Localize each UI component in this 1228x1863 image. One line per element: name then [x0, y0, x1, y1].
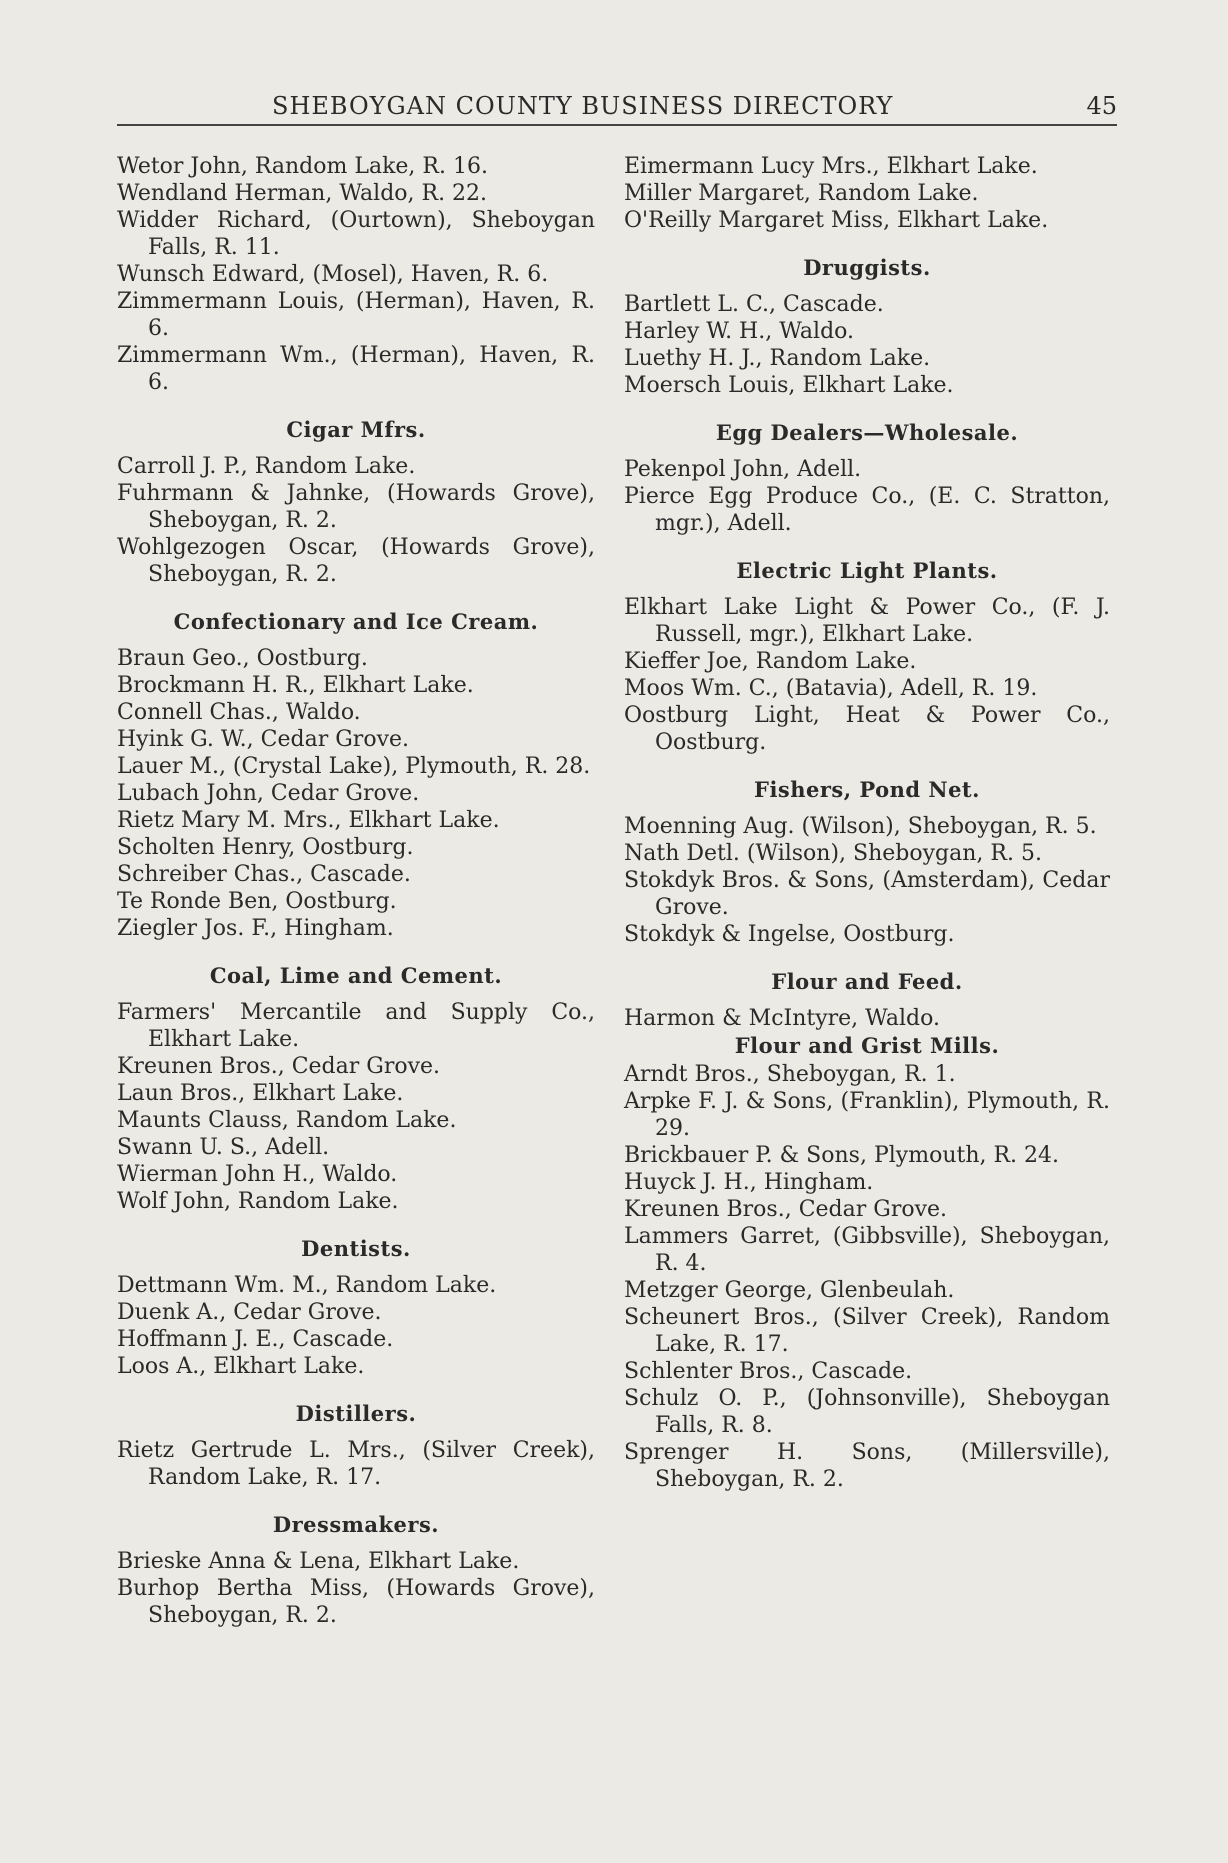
section-heading-electric-light-plants: Electric Light Plants.: [736, 558, 998, 583]
directory-entry: Nath Detl. (Wilson), Sheboygan, R. 5.: [624, 841, 1042, 866]
directory-entry: Dettmann Wm. M., Random Lake.: [117, 1273, 497, 1298]
section-heading-dressmakers: Dressmakers.: [272, 1512, 440, 1537]
directory-entry: Connell Chas., Waldo.: [117, 700, 361, 725]
directory-entry: Lammers Garret, (Gibbsville), Sheboygan, R. 4.: [624, 1224, 1110, 1276]
directory-entry: Eimermann Lucy Mrs., Elkhart Lake.: [624, 154, 1038, 179]
directory-entry: Wendland Herman, Waldo, R. 22.: [117, 181, 488, 206]
directory-entry: Moos Wm. C., (Batavia), Adell, R. 19.: [624, 676, 1038, 701]
directory-entry: Oostburg Light, Heat & Power Co., Oostburg.: [624, 703, 1110, 755]
directory-entry: Braun Geo., Oostburg.: [117, 646, 368, 671]
directory-entry: Pierce Egg Produce Co., (E. C. Stratton, mgr.), Adell.: [624, 484, 1110, 536]
section-heading-fishers-pond-net: Fishers, Pond Net.: [754, 777, 980, 802]
directory-entry: Fuhrmann & Jahnke, (Howards Grove), Sheboygan, R. 2.: [117, 481, 595, 533]
directory-entry: Luethy H. J., Random Lake.: [624, 346, 931, 371]
directory-entry: Schlenter Bros., Cascade.: [624, 1359, 913, 1384]
directory-entry: Carroll J. P., Random Lake.: [117, 454, 416, 479]
page-number: 45: [1086, 92, 1117, 120]
directory-entry: Zimmermann Wm., (Herman), Haven, R. 6.: [117, 343, 595, 395]
directory-entry: Ziegler Jos. F., Hingham.: [117, 916, 394, 941]
section-heading-distillers: Distillers.: [295, 1401, 417, 1426]
directory-entry: Wierman John H., Waldo.: [117, 1162, 398, 1187]
directory-entry: Elkhart Lake Light & Power Co., (F. J. Russell, mgr.), Elkhart Lake.: [624, 595, 1110, 647]
directory-entry: Rietz Mary M. Mrs., Elkhart Lake.: [117, 808, 500, 833]
directory-entry: Moenning Aug. (Wilson), Sheboygan, R. 5.: [624, 814, 1097, 839]
directory-entry: Metzger George, Glenbeulah.: [624, 1278, 955, 1303]
directory-entry: Brickbauer P. & Sons, Plymouth, R. 24.: [624, 1143, 1060, 1168]
section-heading-confectionary-and-ice-cream: Confectionary and Ice Cream.: [173, 609, 539, 634]
directory-entry: Huyck J. H., Hingham.: [624, 1170, 874, 1195]
directory-entry: Duenk A., Cedar Grove.: [117, 1300, 382, 1325]
section-heading-coal-lime-and-cement: Coal, Lime and Cement.: [209, 963, 503, 988]
directory-entry: Brockmann H. R., Elkhart Lake.: [117, 673, 474, 698]
right-column: [624, 153, 1110, 1493]
directory-entry: Loos A., Elkhart Lake.: [117, 1354, 365, 1379]
directory-entry: Wetor John, Random Lake, R. 16.: [117, 154, 488, 179]
directory-entry: Brieske Anna & Lena, Elkhart Lake.: [117, 1549, 520, 1574]
section-heading-dentists: Dentists.: [301, 1236, 411, 1261]
directory-entry: Wohlgezogen Oscar, (Howards Grove), Sheboygan, R. 2.: [117, 535, 595, 587]
directory-entry: Farmers' Mercantile and Supply Co., Elkhart Lake.: [117, 1000, 595, 1052]
directory-entry: Rietz Gertrude L. Mrs., (Silver Creek), Random Lake, R. 17.: [117, 1438, 595, 1490]
directory-entry: Swann U. S., Adell.: [117, 1135, 330, 1160]
directory-entry: Burhop Bertha Miss, (Howards Grove), Sheboygan, R. 2.: [117, 1576, 595, 1628]
section-heading-flour-and-feed: Flour and Feed.: [771, 969, 963, 994]
directory-entry: Pekenpol John, Adell.: [624, 457, 862, 482]
directory-entry: Schreiber Chas., Cascade.: [117, 862, 411, 887]
directory-entry: Lubach John, Cedar Grove.: [117, 781, 420, 806]
directory-entry: O'Reilly Margaret Miss, Elkhart Lake.: [624, 208, 1049, 233]
directory-entry: Scheunert Bros., (Silver Creek), Random Lake, R. 17.: [624, 1305, 1110, 1357]
page-title: SHEBOYGAN COUNTY BUSINESS DIRECTORY: [272, 92, 894, 120]
directory-entry: Arpke F. J. & Sons, (Franklin), Plymouth, R. 29.: [624, 1089, 1110, 1141]
directory-entry: Schulz O. P., (Johnsonville), Sheboygan Falls, R. 8.: [624, 1386, 1110, 1438]
directory-entry: Miller Margaret, Random Lake.: [624, 181, 979, 206]
directory-entry: Widder Richard, (Ourtown), Sheboygan Falls, R. 11.: [117, 208, 595, 260]
directory-entry: Wolf John, Random Lake.: [117, 1189, 399, 1214]
directory-entry: Lauer M., (Crystal Lake), Plymouth, R. 28.: [117, 754, 591, 779]
section-heading-druggists: Druggists.: [803, 255, 931, 280]
directory-entry: Stokdyk Bros. & Sons, (Amsterdam), Cedar Grove.: [624, 868, 1110, 920]
left-column: [117, 153, 595, 1629]
directory-entry: Harmon & McIntyre, Waldo.: [624, 1006, 940, 1031]
directory-entry: Te Ronde Ben, Oostburg.: [117, 889, 397, 914]
directory-entry: Maunts Clauss, Random Lake.: [117, 1108, 457, 1133]
directory-entry: Bartlett L. C., Cascade.: [624, 292, 884, 317]
section-heading-cigar-mfrs: Cigar Mfrs.: [286, 417, 426, 442]
section-heading-egg-dealers-wholesale: Egg Dealers—Wholesale.: [715, 420, 1019, 445]
directory-entry: Hyink G. W., Cedar Grove.: [117, 727, 410, 752]
directory-entry: Sprenger H. Sons, (Millersville), Sheboygan, R. 2.: [624, 1440, 1110, 1492]
directory-entry: Kreunen Bros., Cedar Grove.: [117, 1054, 441, 1079]
directory-entry: Kreunen Bros., Cedar Grove.: [624, 1197, 948, 1222]
directory-entry: Stokdyk & Ingelse, Oostburg.: [624, 922, 955, 947]
directory-entry: Arndt Bros., Sheboygan, R. 1.: [624, 1062, 956, 1087]
directory-entry: Wunsch Edward, (Mosel), Haven, R. 6.: [117, 262, 549, 287]
directory-entry: Moersch Louis, Elkhart Lake.: [624, 373, 954, 398]
directory-entry: Kieffer Joe, Random Lake.: [624, 649, 917, 674]
directory-entry: Harley W. H., Waldo.: [624, 319, 855, 344]
directory-entry: Scholten Henry, Oostburg.: [117, 835, 414, 860]
directory-entry: Hoffmann J. E., Cascade.: [117, 1327, 394, 1352]
page-header: [117, 92, 1117, 126]
section-heading-flour-and-grist-mills: Flour and Grist Mills.: [734, 1033, 1000, 1058]
directory-entry: Laun Bros., Elkhart Lake.: [117, 1081, 404, 1106]
directory-entry: Zimmermann Louis, (Herman), Haven, R. 6.: [117, 289, 595, 341]
